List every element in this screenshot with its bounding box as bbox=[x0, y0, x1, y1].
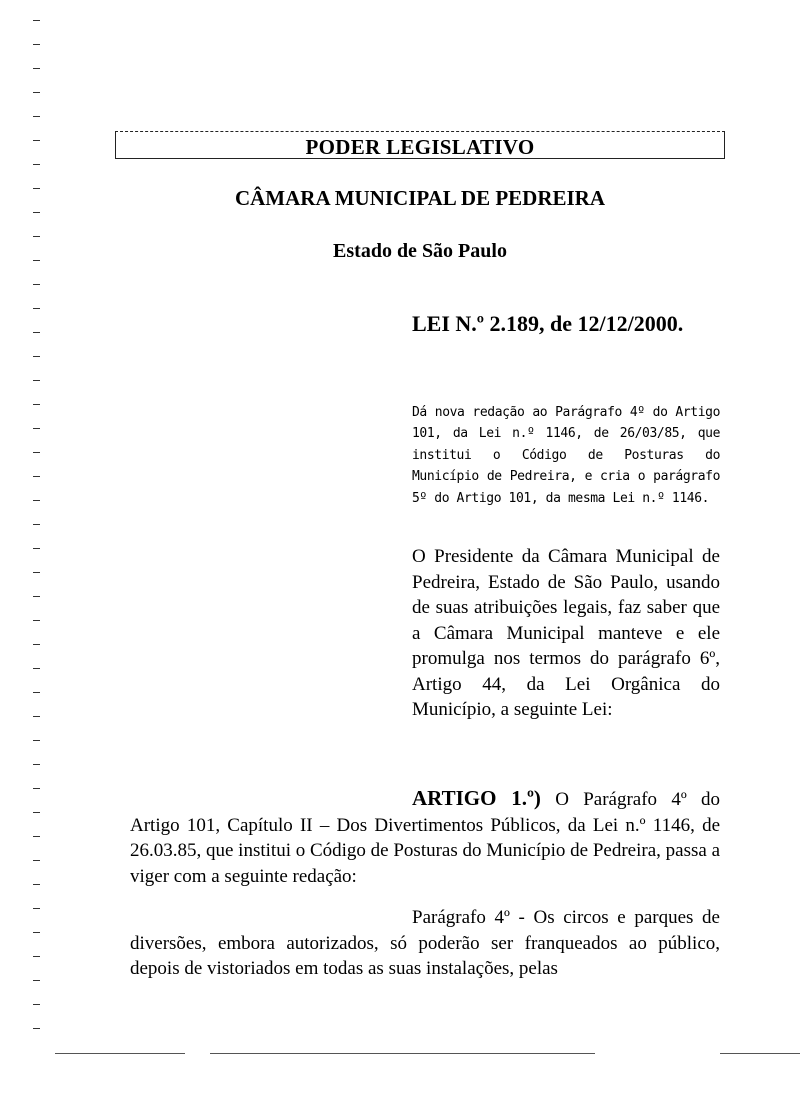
edge-mark bbox=[33, 836, 40, 837]
article-1-text: O Parágrafo 4º do Artigo 101, Capítulo II – Dos Divertimentos Públicos, da Lei n.º 1146, de 26.03.85, que institui o Código de Posturas do Município de Pedreira, passa a viger com a seguinte redação: bbox=[130, 789, 720, 887]
chamber-heading: CÂMARA MUNICIPAL DE PEDREIRA bbox=[234, 186, 606, 210]
edge-mark bbox=[33, 860, 40, 861]
edge-mark bbox=[33, 452, 40, 453]
edge-mark bbox=[33, 308, 40, 309]
edge-mark bbox=[33, 956, 40, 957]
edge-mark bbox=[33, 140, 40, 141]
bottom-rule bbox=[55, 1053, 185, 1054]
edge-mark bbox=[33, 980, 40, 981]
edge-mark bbox=[33, 620, 40, 621]
edge-mark bbox=[33, 596, 40, 597]
paragraph-4-text: Parágrafo 4º - Os circos e parques de diversões, embora autorizados, só poderão ser franqueados ao público, depois de vistoriados em todas as suas instalações, pelas bbox=[130, 907, 720, 979]
edge-mark bbox=[33, 116, 40, 117]
edge-mark bbox=[33, 764, 40, 765]
edge-mark bbox=[33, 380, 40, 381]
edge-mark bbox=[33, 908, 40, 909]
edge-mark bbox=[33, 68, 40, 69]
law-summary: Dá nova redação ao Parágrafo 4º do Artigo 101, da Lei n.º 1146, de 26/03/85, que institui o Código de Posturas do Município de Pedreira, e cria o parágrafo 5º do Artigo 101, da mesma Lei n.º 1146. bbox=[412, 405, 720, 506]
edge-mark bbox=[33, 188, 40, 189]
edge-mark bbox=[33, 1004, 40, 1005]
edge-mark bbox=[33, 44, 40, 45]
legislative-power-heading: PODER LEGISLATIVO bbox=[305, 135, 535, 159]
edge-mark bbox=[33, 692, 40, 693]
edge-mark bbox=[33, 332, 40, 333]
article-1-label: ARTIGO 1.º) bbox=[412, 786, 541, 810]
preamble-paragraph: O Presidente da Câmara Municipal de Pedreira, Estado de São Paulo, usando de suas atribuições legais, faz saber que a Câmara Municipal manteve e ele promulga nos termos do parágrafo 6º, Artigo 44, da Lei Orgânica do Município, a seguinte Lei: bbox=[412, 546, 720, 720]
edge-mark bbox=[33, 164, 40, 165]
edge-mark bbox=[33, 740, 40, 741]
edge-mark bbox=[33, 572, 40, 573]
edge-mark bbox=[33, 548, 40, 549]
state-heading: Estado de São Paulo bbox=[333, 240, 507, 262]
edge-mark bbox=[33, 812, 40, 813]
paragraph-4 bbox=[130, 905, 720, 982]
edge-mark bbox=[33, 92, 40, 93]
edge-mark bbox=[33, 500, 40, 501]
bottom-rule bbox=[720, 1053, 800, 1054]
edge-mark bbox=[33, 212, 40, 213]
edge-mark bbox=[33, 524, 40, 525]
edge-mark bbox=[33, 428, 40, 429]
edge-mark bbox=[33, 476, 40, 477]
edge-mark bbox=[33, 260, 40, 261]
edge-mark bbox=[33, 356, 40, 357]
edge-mark bbox=[33, 932, 40, 933]
edge-mark bbox=[33, 284, 40, 285]
edge-mark bbox=[33, 668, 40, 669]
edge-mark bbox=[33, 716, 40, 717]
edge-mark bbox=[33, 404, 40, 405]
edge-mark bbox=[33, 644, 40, 645]
edge-mark bbox=[33, 236, 40, 237]
edge-mark bbox=[33, 20, 40, 21]
header-box bbox=[115, 131, 725, 159]
bottom-rule bbox=[210, 1053, 595, 1054]
edge-mark bbox=[33, 1028, 40, 1029]
law-title: LEI N.º 2.189, de 12/12/2000. bbox=[412, 311, 684, 336]
edge-mark bbox=[33, 788, 40, 789]
edge-mark bbox=[33, 884, 40, 885]
article-1 bbox=[130, 786, 720, 889]
